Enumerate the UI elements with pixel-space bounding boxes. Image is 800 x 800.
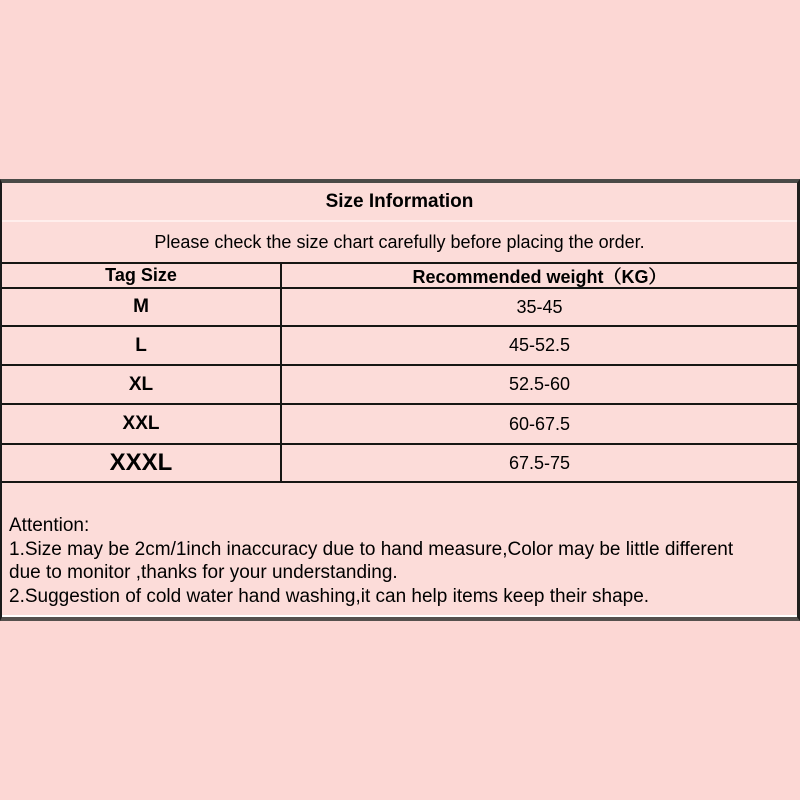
size-cell: XL [128, 373, 154, 395]
col-header-recommended-weight: Recommended weight（KG） [280, 264, 797, 287]
table-row [2, 403, 797, 443]
weight-cell: 45-52.5 [280, 327, 797, 364]
attention-line: 1.Size may be 2cm/1inch inaccuracy due to hand measure,Color may be little different [9, 538, 734, 560]
size-cell: L [135, 334, 147, 356]
table-row [2, 443, 797, 481]
size-cell: XXXL [109, 449, 173, 476]
attention-line: 2.Suggestion of cold water hand washing,it can help items keep their shape. [9, 585, 650, 607]
size-cell: XXL [122, 413, 160, 434]
weight-cell: 60-67.5 [280, 405, 797, 443]
table-title-row [2, 183, 797, 222]
table-row [2, 364, 797, 403]
table-body [2, 287, 797, 481]
weight-cell: 67.5-75 [280, 445, 797, 481]
table-row [2, 287, 797, 325]
col-header-tag-size: Tag Size [105, 265, 177, 285]
table-subtitle: Please check the size chart carefully before placing the order. [154, 231, 645, 252]
size-cell: M [133, 296, 149, 317]
attention-line: Attention: [9, 515, 90, 536]
weight-cell: 52.5-60 [280, 366, 797, 403]
attention-section [2, 481, 797, 617]
attention-line: due to monitor ,thanks for your understanding. [9, 562, 398, 583]
size-table [0, 179, 800, 621]
weight-cell: 35-45 [280, 289, 797, 325]
table-row [2, 325, 797, 364]
table-title: Size Information [325, 190, 474, 212]
table-subtitle-row [2, 222, 797, 262]
table-header-row [2, 262, 797, 287]
